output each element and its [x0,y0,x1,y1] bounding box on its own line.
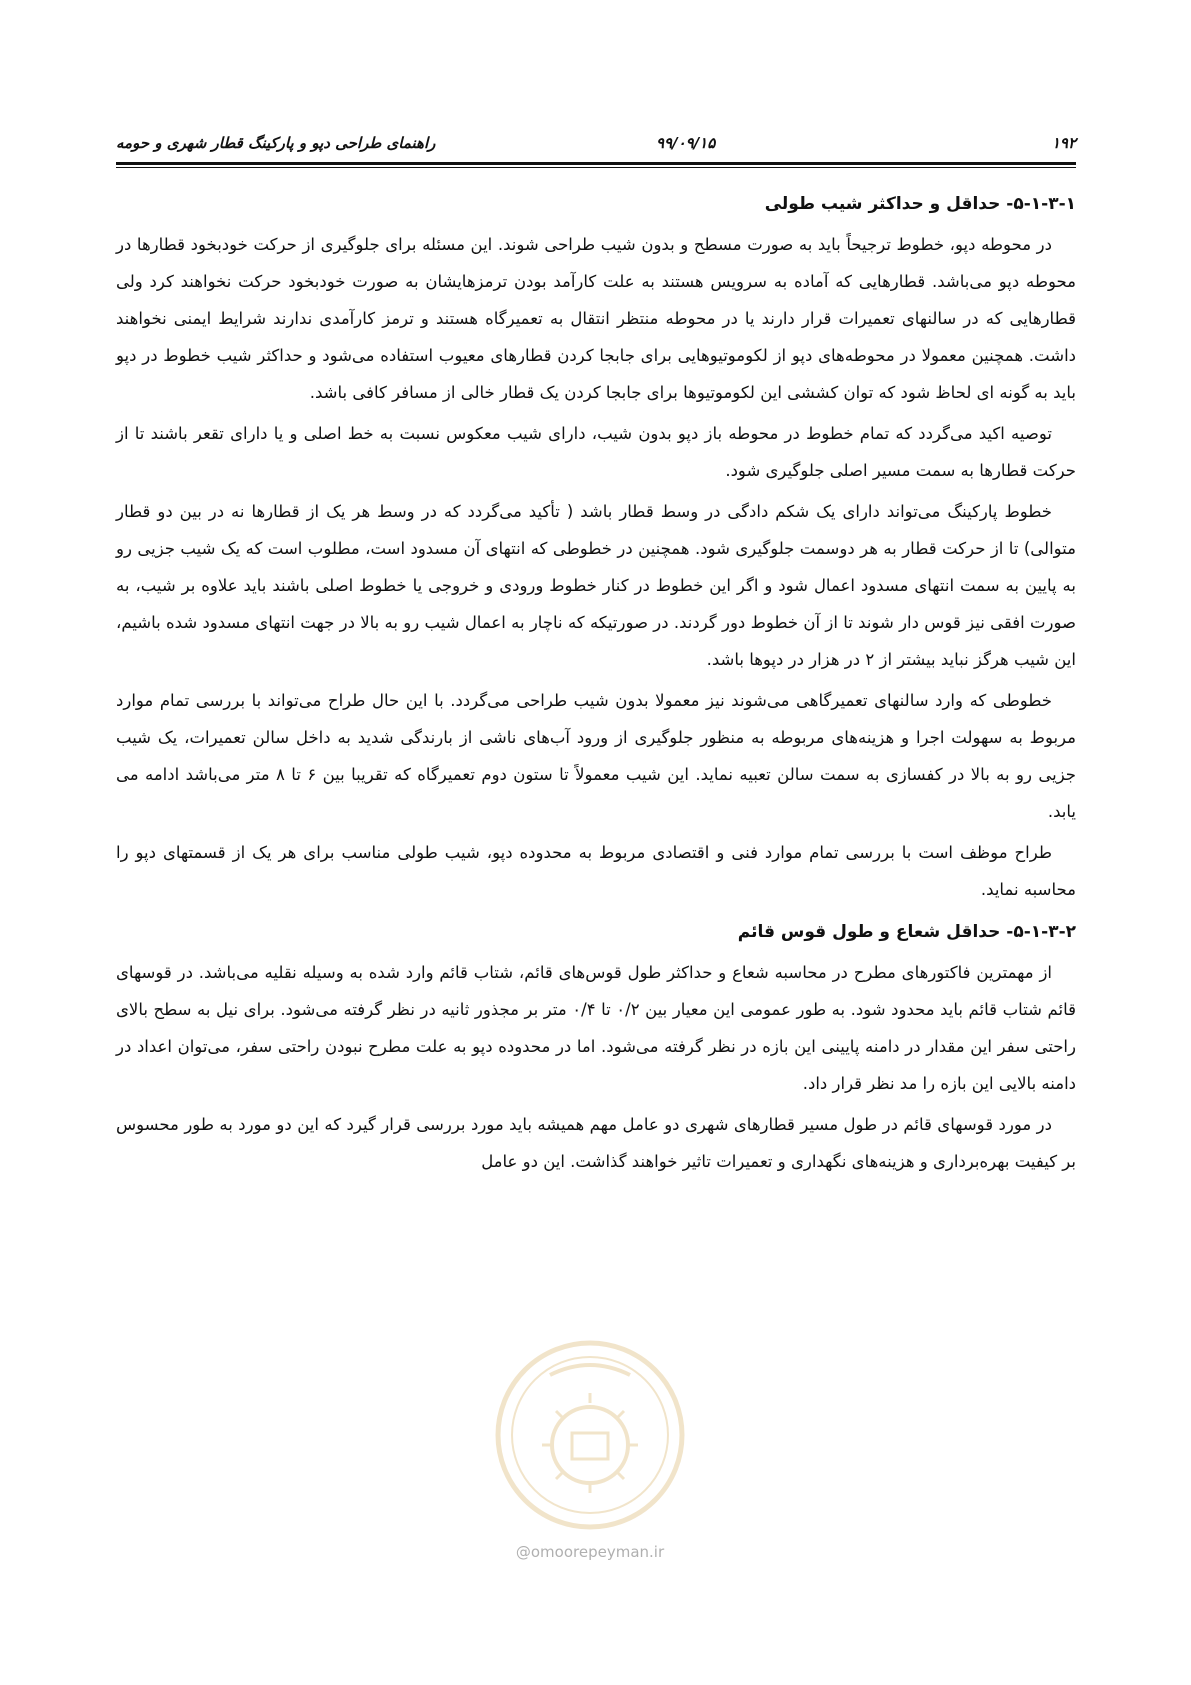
header-date: ۹۹/۰۹/۱۵ [656,134,716,152]
paragraph: طراح موظف است با بررسی تمام موارد فنی و اقتصادی مربوط به محدوده دپو، شیب طولی مناسب برای هر یک از قسمتهای دپو را محاسبه نماید. [116,843,1076,899]
paragraph: خطوط پارکینگ می‌تواند دارای یک شکم دادگی در وسط قطار باشد ( تأکید می‌گردد که در وسط هر یک از قطارها نه در بین دو قطار متوالی) تا از حرکت قطار به هر دوسمت جلوگیری شود. همچنین در خطوطی که انتهای آن مسدود است، مطلوب است که یک شیب جزیی رو به پایین به سمت انتهای مسدود اعمال شود و اگر این خطوط در کنار خطوط ورودی و خروجی یا خطوط اصلی باشند باید علاوه بر شیب، به صورت افقی نیز قوس دار شوند تا از آن خطوط دور گردند. در صورتیکه که ناچار به اعمال شیب رو به بالا در جهت انتهای مسدود شده باشیم، این شیب هرگز نباید بیشتر از ۲ در هزار در دپوها باشد. [116,502,1076,669]
paragraph: خطوطی که وارد سالنهای تعمیرگاهی می‌شوند نیز معمولا بدون شیب طراحی می‌گردد. با این حال طراح می‌تواند با بررسی تمام موارد مربوط به سهولت اجرا و هزینه‌های مربوطه به منظور جلوگیری از ورود آب‌های ناشی از بارندگی شدید به داخل سالن تعمیرات، یک شیب جزیی رو به بالا در کفسازی به سمت سالن تعبیه نماید. این شیب معمولاً تا ستون دوم تعمیرگاه که تقریبا بین ۶ تا ۸ متر می‌باشد ادامه می یابد. [116,691,1077,821]
section-heading-vertical-curve: ۵-۱-۳-۲- حداقل شعاع و طول قوس قائم [737,922,1076,942]
paragraph: از مهمترین فاکتورهای مطرح در محاسبه شعاع و حداکثر طول قوس‌های قائم، شتاب قائم وارد شده به وسیله نقلیه می‌باشد. در قوسهای قائم شتاب قائم باید محدود شود. به طور عمومی این معیار بین ۰/۲ تا ۰/۴ متر بر مجذور ثانیه در نظر گرفته می‌شود. برای نیل به سطح بالای راحتی سفر این مقدار در دامنه پایینی این بازه در نظر گرفته می‌شود. اما در محدوده دپو به علت مطرح نبودن راحتی سفر، می‌توان اعداد در دامنه بالایی این بازه را مد نظر قرار داد. [116,963,1076,1093]
header-rule-thin [116,167,1076,168]
paragraph: در محوطه دپو، خطوط ترجیحاً باید به صورت مسطح و بدون شیب طراحی شوند. این مسئله برای جلوگیری از حرکت خودبخود قطارها در محوطه دپو می‌باشد. قطارهایی که آماده به سرویس هستند به علت کارآمد بودن ترمزهایشان به صورت خودبخود حرکت نخواهند کرد ولی قطارهایی که در سالنهای تعمیرات قرار دارند یا در محوطه منتظر انتقال به تعمیرگاه هستند و ترمز کارآمدی ندارند شرایط ایمنی نخواهند داشت. همچنین معمولا در محوطه‌های دپو از لکوموتیوهایی برای جابجا کردن قطارهای معیوب استفاده می‌شود و حداکثر شیب خطوط در دپو باید به گونه ای لحاظ شود که توان کششی این لکوموتیوها برای جابجا کردن یک قطار خالی از مسافر کافی باشد. [116,235,1076,402]
page-number: ۱۹۲ [1051,134,1076,152]
watermark-seal-icon [490,1335,690,1535]
paragraph: در مورد قوسهای قائم در طول مسیر قطارهای شهری دو عامل مهم همیشه باید مورد بررسی قرار گیرد که این دو مورد به طور محسوس بر کیفیت بهره‌برداری و هزینه‌های نگهداری و تعمیرات تاثیر خواهند گذاشت. این دو عامل [116,1115,1076,1171]
section-heading-slope: ۵-۱-۳-۱- حداقل و حداکثر شیب طولی [764,194,1076,214]
header-rule-thick [116,162,1076,165]
document-body [116,180,1076,1184]
paragraph: توصیه اکید می‌گردد که تمام خطوط در محوطه باز دپو بدون شیب، دارای شیب معکوس نسبت به خط اصلی و یا دارای تقعر باشند تا از حرکت قطارها به سمت مسیر اصلی جلوگیری شود. [116,424,1076,480]
page-header [116,132,1076,158]
watermark-url: @omoorepeyman.ir [515,1543,665,1561]
header-title: راهنمای طراحی دپو و پارکینگ قطار شهری و حومه [116,134,436,152]
